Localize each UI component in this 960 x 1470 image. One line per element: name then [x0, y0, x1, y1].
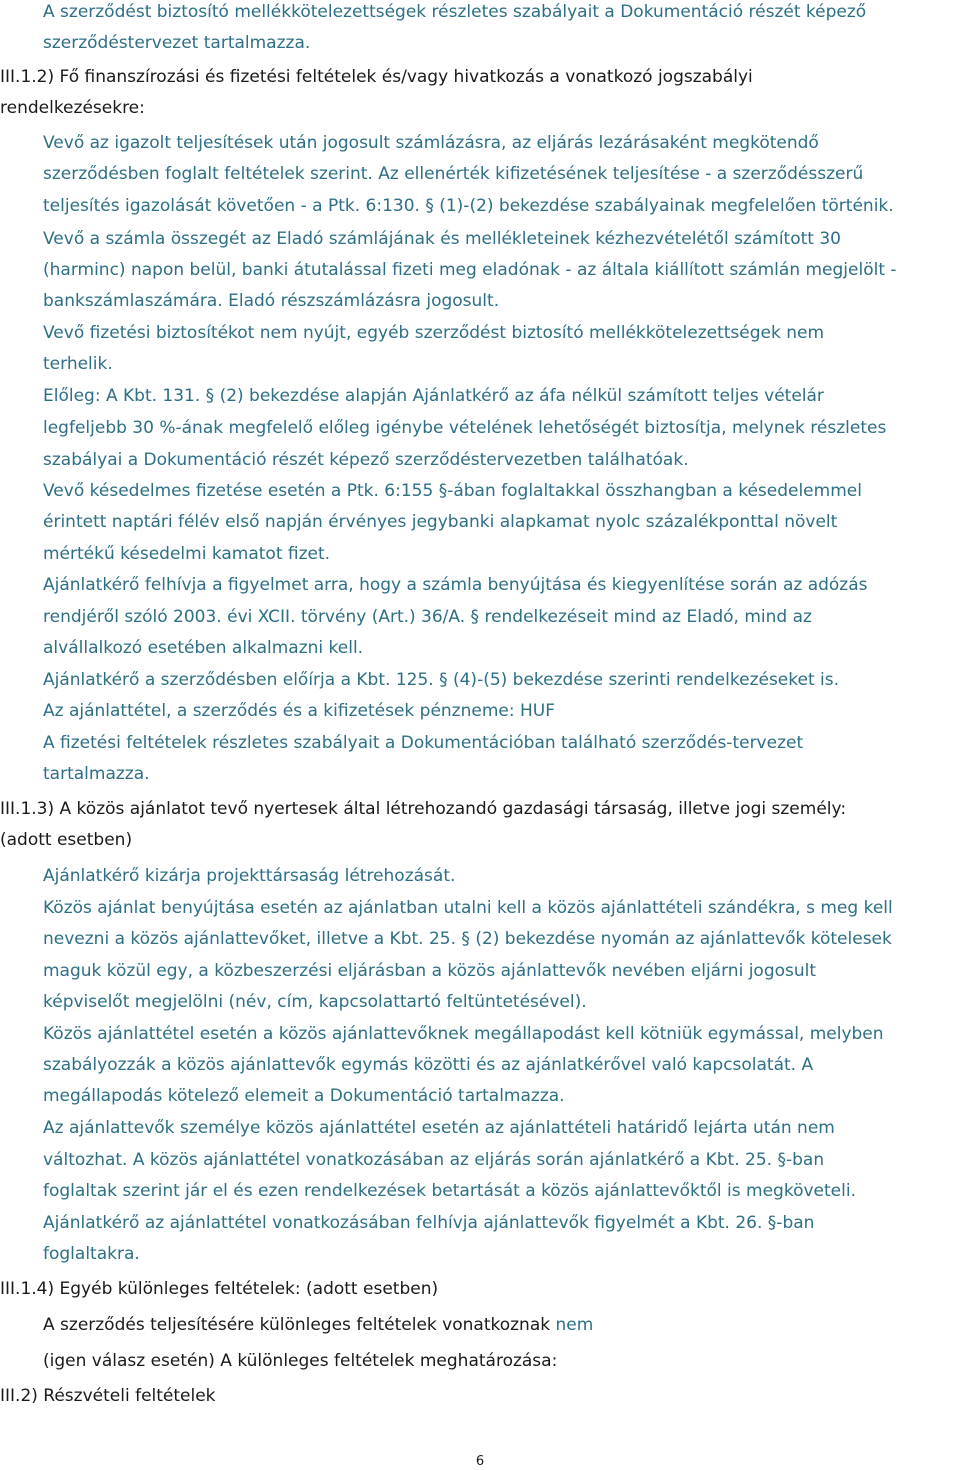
- text-line: bankszámlaszámára. Eladó részszámlázásra jogosult.: [43, 291, 500, 311]
- special-conditions-label: A szerződés teljesítésére különleges feltételek vonatkoznak: [43, 1315, 551, 1335]
- text-line: Előleg: A Kbt. 131. § (2) bekezdése alapján Ajánlatkérő az áfa nélkül számított teljes vételár: [43, 386, 824, 406]
- text-line: Az ajánlattevők személye közös ajánlattétel esetén az ajánlattételi határidő lejárta után nem: [43, 1118, 835, 1138]
- section-heading: III.1.4) Egyéb különleges feltételek: (adott esetben): [0, 1279, 439, 1299]
- text-line: Közös ajánlat benyújtása esetén az ajánlatban utalni kell a közös ajánlattételi szándékra, s meg kell: [43, 898, 893, 918]
- text-line: maguk közül egy, a közbeszerzési eljárásban a közös ajánlattevők nevében eljárni jogosult: [43, 961, 817, 981]
- text-line: alvállalkozó esetében alkalmazni kell.: [43, 638, 364, 658]
- text-line: szabályai a Dokumentáció részét képező szerződéstervezetben találhatóak.: [43, 450, 689, 470]
- text-line: legfeljebb 30 %-ának megfelelő előleg igénybe vételének lehetőségét biztosítja, melynek részletes: [43, 418, 887, 438]
- text-line: Vevő az igazolt teljesítések után jogosult számlázásra, az eljárás lezárásaként megkötendő: [43, 133, 819, 153]
- text-line: A fizetési feltételek részletes szabályait a Dokumentációban található szerződés-tervezet: [43, 733, 804, 753]
- text-line: megállapodás kötelező elemeit a Dokumentáció tartalmazza.: [43, 1086, 565, 1106]
- text-line: Ajánlatkérő kizárja projekttársaság létrehozását.: [43, 866, 456, 886]
- text-line: foglaltakra.: [43, 1244, 140, 1264]
- text-line: tartalmazza.: [43, 764, 150, 784]
- text-line: (igen válasz esetén) A különleges feltételek meghatározása:: [43, 1351, 558, 1371]
- text-line: mértékű késedelmi kamatot fizet.: [43, 544, 331, 564]
- page-number: 6: [475, 1454, 485, 1469]
- text-line: szerződésben foglalt feltételek szerint. Az ellenérték kifizetésének teljesítése - a szerződésszerű: [43, 164, 864, 184]
- text-line: szabályozzák a közös ajánlattevők egymás közötti és az ajánlatkérővel való kapcsolatát. A: [43, 1055, 814, 1075]
- text-line: Ajánlatkérő a szerződésben előírja a Kbt. 125. § (4)-(5) bekezdése szerinti rendelkezéseket is.: [43, 670, 840, 690]
- special-conditions-line: [43, 1315, 593, 1335]
- special-conditions-answer: nem: [555, 1315, 594, 1335]
- text-line: (harminc) napon belül, banki átutalással fizeti meg eladónak - az általa kiállított számlán megjelölt -: [43, 260, 897, 280]
- text-line: Közös ajánlattétel esetén a közös ajánlattevőknek megállapodást kell kötniük egymással, melyben: [43, 1024, 884, 1044]
- text-line: változhat. A közös ajánlattétel vonatkozásában az eljárás során ajánlatkérő a Kbt. 25. §-ban: [43, 1150, 825, 1170]
- text-line: nevezni a közös ajánlattevőket, illetve a Kbt. 25. § (2) bekezdése nyomán az ajánlattevők kötelesek: [43, 929, 892, 949]
- text-line: érintett naptári félév első napján érvényes jegybanki alapkamat nyolc százalékponttal növelt: [43, 512, 838, 532]
- section-heading: (adott esetben): [0, 830, 133, 850]
- text-line: A szerződést biztosító mellékkötelezettségek részletes szabályait a Dokumentáció részét képező: [43, 2, 867, 22]
- text-line: rendjéről szóló 2003. évi XCII. törvény (Art.) 36/A. § rendelkezéseit mind az Eladó, mind az: [43, 607, 812, 627]
- text-line: képviselőt megjelölni (név, cím, kapcsolattartó feltüntetésével).: [43, 992, 587, 1012]
- text-line: Vevő fizetési biztosítékot nem nyújt, egyéb szerződést biztosító mellékkötelezettségek nem: [43, 323, 825, 343]
- text-line: Az ajánlattétel, a szerződés és a kifizetések pénzneme: HUF: [43, 701, 555, 721]
- text-line: Vevő késedelmes fizetése esetén a Ptk. 6:155 §-ában foglaltakkal összhangban a késedelemmel: [43, 481, 862, 501]
- text-line: terhelik.: [43, 354, 113, 374]
- section-heading: rendelkezésekre:: [0, 98, 145, 118]
- section-heading: III.2) Részvételi feltételek: [0, 1386, 216, 1406]
- text-line: Vevő a számla összegét az Eladó számlájának és mellékleteinek kézhezvételétől számított 30: [43, 229, 841, 249]
- text-line: Ajánlatkérő az ajánlattétel vonatkozásában felhívja ajánlattevők figyelmét a Kbt. 26. §-ban: [43, 1213, 815, 1233]
- section-heading: III.1.2) Fő finanszírozási és fizetési feltételek és/vagy hivatkozás a vonatkozó jogszabályi: [0, 67, 753, 87]
- text-line: Ajánlatkérő felhívja a figyelmet arra, hogy a számla benyújtása és kiegyenlítése során az adózás: [43, 575, 868, 595]
- text-line: foglaltak szerint jár el és ezen rendelkezések betartását a közös ajánlattevőktől is megköveteli.: [43, 1181, 856, 1201]
- section-heading: III.1.3) A közös ajánlatot tevő nyertesek által létrehozandó gazdasági társaság, illetve jogi személy:: [0, 799, 847, 819]
- text-line: szerződéstervezet tartalmazza.: [43, 33, 311, 53]
- text-line: teljesítés igazolását követően - a Ptk. 6:130. § (1)-(2) bekezdése szabályainak megfelelően történik.: [43, 196, 894, 216]
